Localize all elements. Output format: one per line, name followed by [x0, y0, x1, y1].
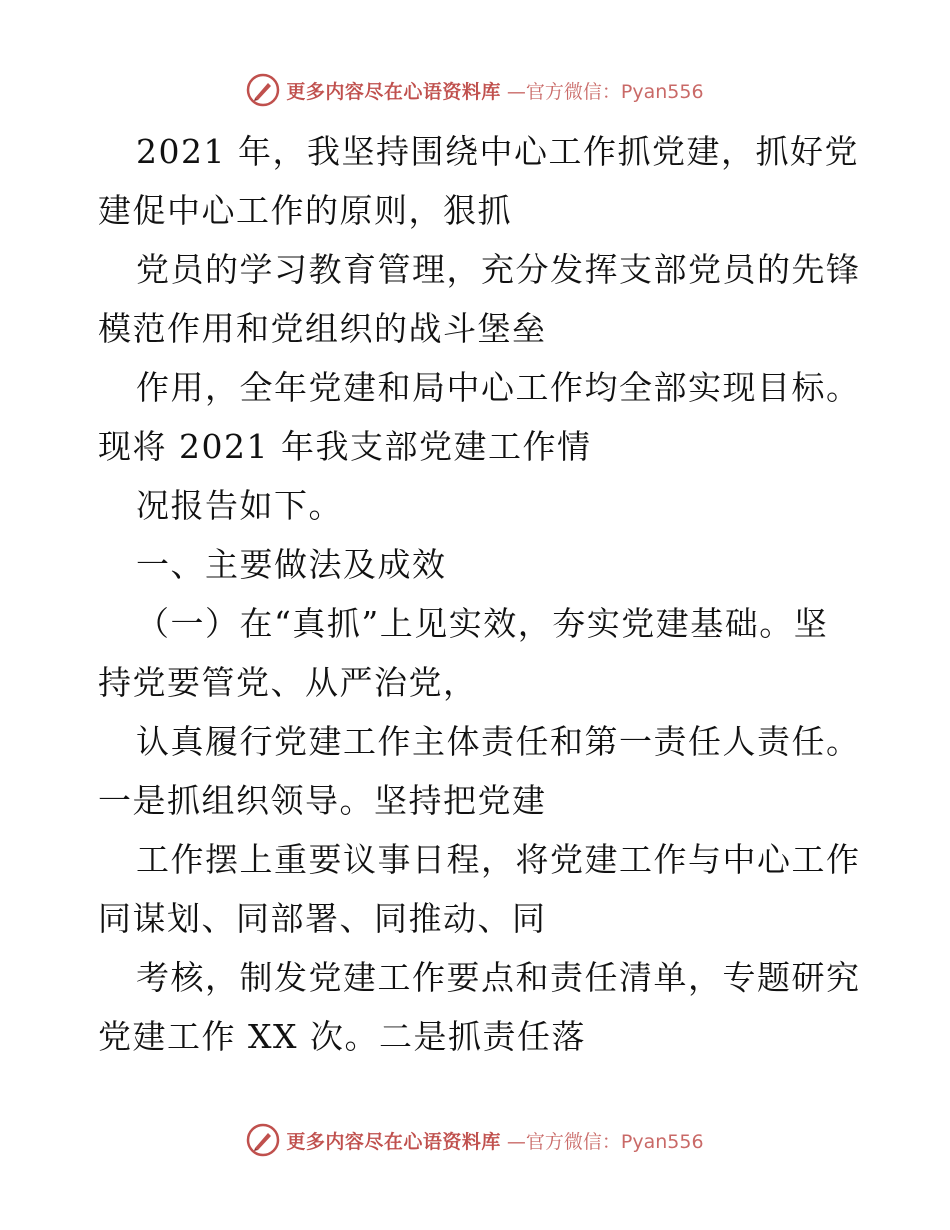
paragraph-line: 工作摆上重要议事日程，将党建工作与中心工作 [136, 840, 861, 879]
paragraph-line: 同谋划、同部署、同推动、同 [98, 899, 547, 938]
paragraph-line: 作用，全年党建和局中心工作均全部实现目标。 [136, 368, 861, 407]
paragraph-line: 认真履行党建工作主体责任和第一责任人责任。 [136, 722, 861, 761]
paragraph-line: 模范作用和党组织的战斗堡垒 [98, 309, 547, 348]
paragraph-line: 2021 年，我坚持围绕中心工作抓党建，抓好党 [136, 132, 859, 171]
pen-logo-icon [246, 73, 280, 107]
paragraph-line: 党建工作 XX 次。二是抓责任落 [98, 1017, 586, 1056]
paragraph-line: 现将 2021 年我支部党建工作情 [98, 427, 592, 466]
watermark-sub-text: —官方微信：Pyan556 [506, 80, 704, 103]
document-body [98, 122, 861, 1066]
paragraph-line: （一）在“真抓”上见实效，夯实党建基础。坚 [136, 604, 829, 643]
paragraph-line: 况报告如下。 [136, 486, 343, 525]
paragraph-line: 党员的学习教育管理，充分发挥支部党员的先锋 [136, 250, 861, 289]
watermark-main-text: 更多内容尽在心语资料库 [286, 1130, 501, 1153]
watermark-sub-text: —官方微信：Pyan556 [506, 1130, 704, 1153]
footer-watermark [0, 1120, 950, 1160]
section-heading: 一、主要做法及成效 [136, 545, 447, 584]
pen-logo-icon [246, 1123, 280, 1157]
paragraph-line: 考核，制发党建工作要点和责任清单，专题研究 [136, 958, 861, 997]
header-watermark [0, 70, 950, 110]
paragraph-line: 一是抓组织领导。坚持把党建 [98, 781, 547, 820]
paragraph-line: 建促中心工作的原则，狠抓 [98, 191, 512, 230]
watermark-main-text: 更多内容尽在心语资料库 [286, 80, 501, 103]
paragraph-line: 持党要管党、从严治党， [98, 663, 478, 702]
